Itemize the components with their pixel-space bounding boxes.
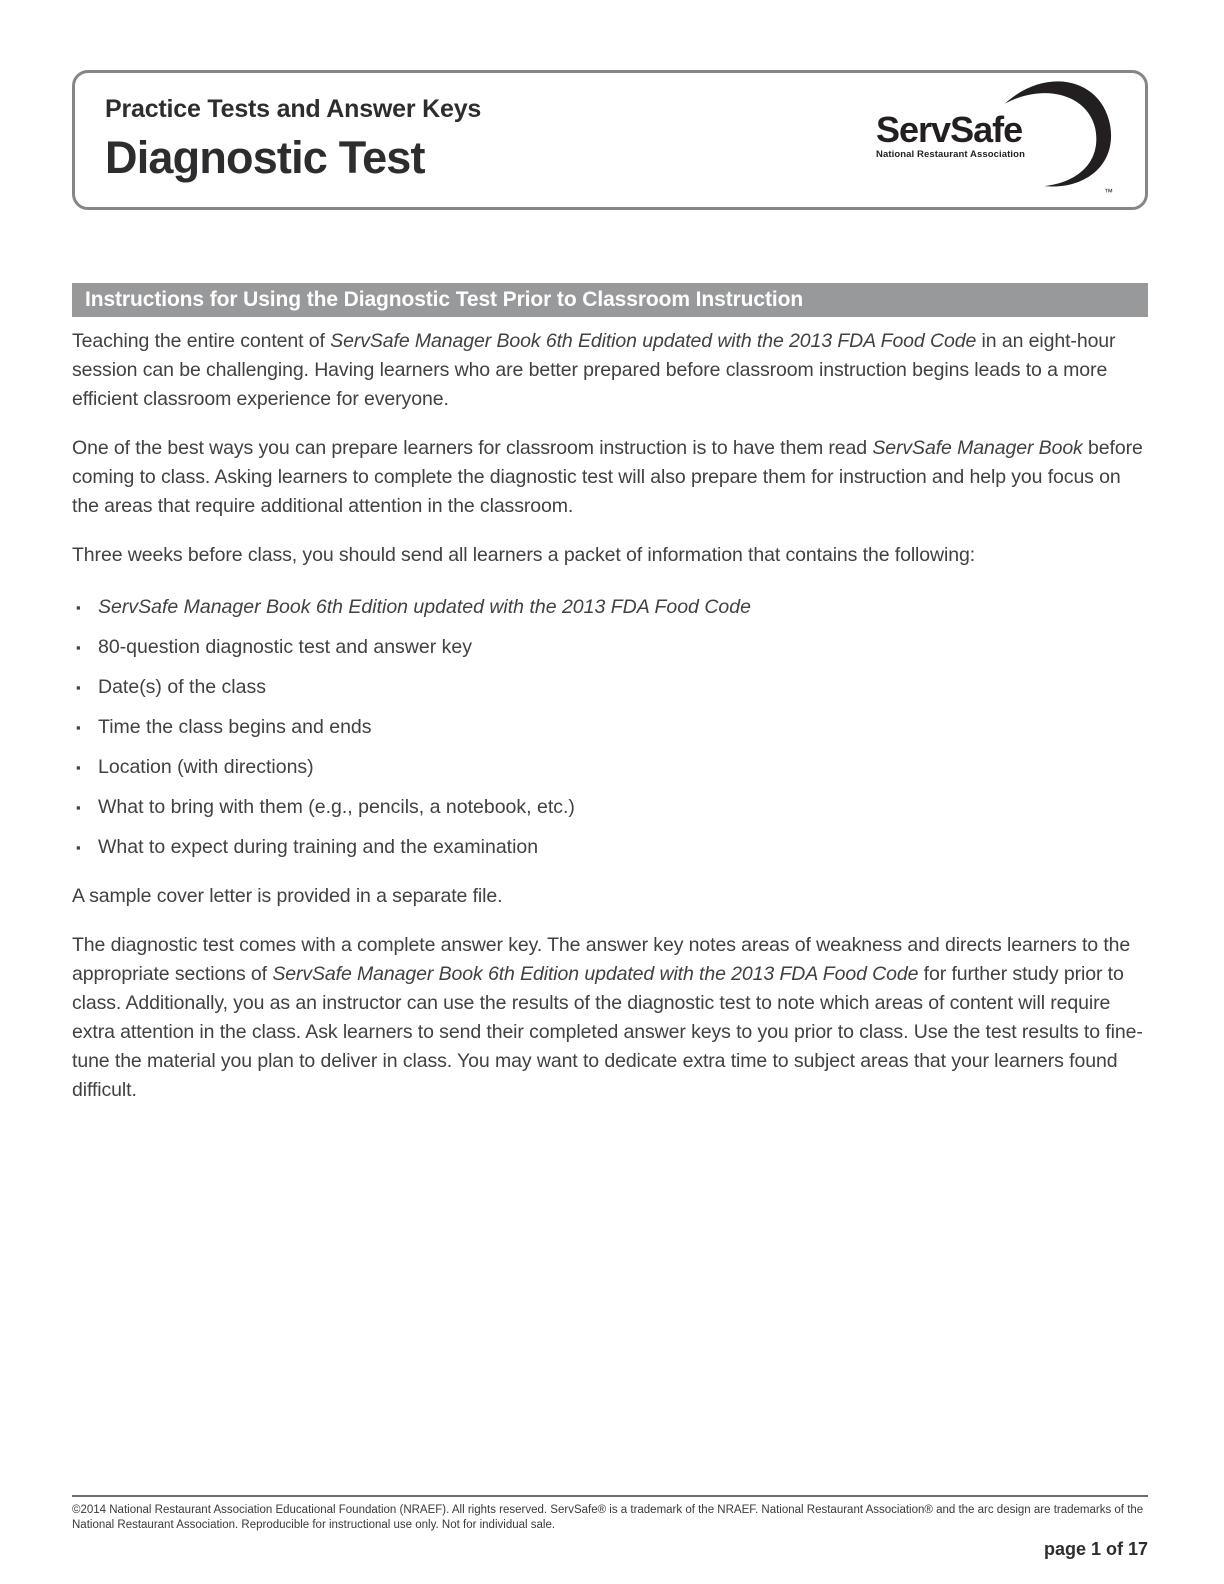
book-title-italic: ServSafe Manager Book 6th Edition updated with the 2013 FDA Food Code [272,963,919,985]
list-item [76,636,1148,658]
paragraph-text: The diagnostic test comes with a complete answer key. The answer key notes areas of weakness and directs learners to the appropriate sections of [72,934,1131,985]
intro-paragraph-2 [72,434,1148,521]
paragraph-text: for further study prior to class. Additionally, you as an instructor can use the results of the diagnostic test to note which areas of content will require extra attention in the class. Ask learners to send their completed answer keys to you prior to class. Use the test results to fine-tune the material you plan to deliver in class. You may want to dedicate extra time to subject areas that your learners found difficult. [72,963,1143,1101]
copyright-text: ©2014 National Restaurant Association Educational Foundation (NRAEF). All rights reserved. ServSafe® is a trademark of the NRAEF. National Restaurant Association® and the arc design are trademarks of the National Restaurant Association. Reproducible for instructional use only. Not for individual sale. [72,1504,1144,1531]
paragraph-text: before coming to class. Asking learners to complete the diagnostic test will also prepare them for instruction and help you focus on the areas that require additional attention in the classroom. [72,437,1143,517]
header-box [72,70,1148,210]
logo-brand-text: ServSafe [876,109,1023,150]
document-subtitle: Practice Tests and Answer Keys [105,94,482,123]
book-title-italic: ServSafe Manager Book [872,437,1083,459]
footer-divider [72,1495,1148,1497]
logo-tagline-text: National Restaurant Association [876,149,1025,160]
list-item [76,676,1148,698]
servsafe-logo [876,87,1113,197]
intro-paragraph-1 [72,327,1148,414]
answer-key-paragraph [72,931,1148,1105]
cover-letter-note: A sample cover letter is provided in a separate file. [72,885,503,907]
trademark-symbol: ™ [1104,187,1113,197]
body-content [72,327,1148,1125]
list-item-text: Time the class begins and ends [98,716,372,738]
list-item-text: What to bring with them (e.g., pencils, a notebook, etc.) [98,796,575,818]
list-item [76,596,1148,618]
list-item [76,796,1148,818]
section-heading: Instructions for Using the Diagnostic Test Prior to Classroom Instruction [72,283,1148,317]
list-item [76,836,1148,858]
paragraph-text: One of the best ways you can prepare learners for classroom instruction is to have them read [72,437,873,459]
page-number: page 1 of 17 [1043,1539,1148,1559]
document-title: Diagnostic Test [105,131,425,183]
book-title-italic: ServSafe Manager Book 6th Edition updated with the 2013 FDA Food Code [330,330,977,352]
list-item-text: 80-question diagnostic test and answer key [98,636,472,658]
list-item-text: ServSafe Manager Book 6th Edition updated with the 2013 FDA Food Code [98,596,751,618]
header-text-block [105,95,481,184]
packet-intro-paragraph: Three weeks before class, you should send all learners a packet of information that contains the following: [72,544,976,566]
list-item-text: Date(s) of the class [98,676,266,698]
list-item [76,716,1148,738]
paragraph-text: Teaching the entire content of [72,330,331,352]
paragraph-text: in an eight-hour session can be challenging. Having learners who are better prepared before classroom instruction begins leads to a more efficient classroom experience for everyone. [72,330,1116,410]
list-item [76,756,1148,778]
list-item-text: What to expect during training and the examination [98,836,539,858]
page-footer [72,1495,1148,1560]
logo-text-block [876,109,1025,160]
list-item-text: Location (with directions) [98,756,314,778]
packet-contents-list [76,596,1148,858]
